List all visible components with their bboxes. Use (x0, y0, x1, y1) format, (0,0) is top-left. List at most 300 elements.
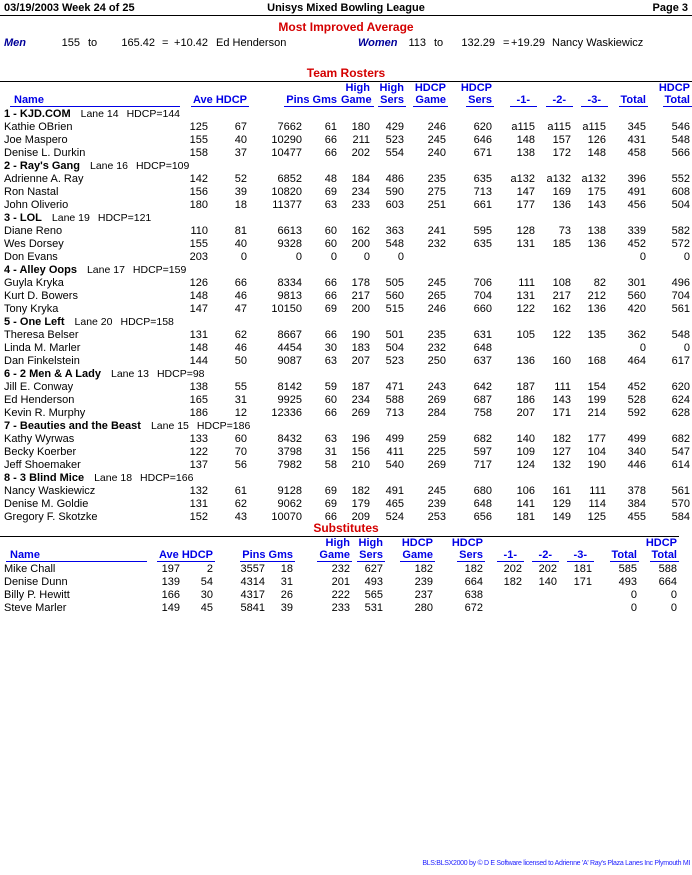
stat-cell: 40 (234, 238, 247, 250)
stat-cell: 523 (385, 355, 404, 367)
stat-cell: 211 (352, 134, 370, 146)
stat-cell: 144 (189, 355, 208, 367)
team-lane: Lane 19 (51, 212, 90, 224)
stat-cell: 66 (234, 277, 247, 289)
stat-cell: 225 (427, 446, 446, 458)
stat-cell: 2 (206, 563, 213, 575)
stat-cell: 269 (351, 407, 370, 419)
team-name: 1 - KJD.COM (4, 108, 71, 120)
stat-cell: 66 (324, 407, 337, 419)
team-lane: Lane 20 (74, 316, 113, 328)
stat-cell: 582 (671, 225, 690, 237)
player-row (0, 186, 692, 199)
player-row (0, 173, 692, 186)
column-header-row (0, 82, 692, 109)
stat-cell: 48 (324, 173, 337, 185)
stat-cell: 63 (324, 199, 337, 211)
stat-cell: 560 (385, 290, 404, 302)
stat-cell: 3557 (240, 563, 265, 575)
col-header-hdcp-sers: HDCP Sers (460, 82, 492, 106)
stat-cell: 186 (516, 394, 535, 406)
substitutes-table (0, 536, 679, 615)
stat-cell: 9328 (277, 238, 302, 250)
team-hdcp: HDCP=166 (140, 472, 194, 484)
stat-cell: 40 (234, 134, 247, 146)
stat-cell: 122 (516, 303, 535, 315)
stat-cell: 52 (234, 173, 247, 185)
stat-cell: 648 (473, 498, 492, 510)
team-section (0, 420, 692, 472)
stat-cell: 61 (324, 121, 337, 133)
team-hdcp: HDCP=158 (120, 316, 174, 328)
stat-cell: 250 (427, 355, 446, 367)
stat-cell: 138 (587, 225, 606, 237)
stat-cell: 180 (351, 121, 370, 133)
team-name: 5 - One Left (4, 316, 65, 328)
stat-cell: 61 (234, 485, 247, 497)
stat-cell: 592 (627, 407, 646, 419)
stat-cell: 455 (627, 511, 646, 523)
stat-cell: 234 (351, 394, 370, 406)
stat-cell: a115 (547, 121, 571, 133)
stat-cell: 212 (587, 290, 606, 302)
player-row (0, 147, 692, 160)
stat-cell: 491 (385, 485, 404, 497)
stat-cell: 275 (427, 186, 446, 198)
stat-cell: 155 (189, 238, 208, 250)
column-header-row (0, 537, 679, 564)
women-player: Nancy Waskiewicz (552, 37, 644, 49)
team-header-row (0, 420, 692, 433)
stat-cell: 182 (464, 563, 483, 575)
player-row (0, 303, 692, 316)
stat-cell: 110 (190, 225, 208, 237)
stat-cell: 0 (639, 342, 646, 354)
stat-cell: 704 (671, 290, 690, 302)
player-name: Steve Marler (4, 602, 67, 614)
stat-cell: 66 (324, 134, 337, 146)
stat-cell: 0 (630, 602, 637, 614)
stat-cell: 648 (473, 342, 492, 354)
stat-cell: 8432 (277, 433, 302, 445)
stat-cell: 758 (473, 407, 492, 419)
stat-cell: 139 (161, 576, 180, 588)
stat-cell: 547 (671, 446, 690, 458)
stat-cell: 171 (552, 407, 571, 419)
stat-cell: 158 (189, 147, 208, 159)
stat-cell: 148 (189, 342, 208, 354)
men-to-word: to (88, 37, 98, 49)
stat-cell: 661 (473, 199, 492, 211)
team-hdcp: HDCP=98 (156, 368, 205, 380)
stat-cell: 253 (427, 511, 446, 523)
team-rosters-title: Team Rosters (306, 66, 386, 80)
player-name: Jill E. Conway (4, 381, 74, 393)
col-header-high-game: High Game (319, 537, 350, 561)
stat-cell: 259 (427, 433, 446, 445)
team-lane: Lane 13 (110, 368, 149, 380)
col-header-game3: -3- (573, 82, 608, 109)
stat-cell: 180 (189, 199, 208, 211)
stat-cell: 108 (552, 277, 571, 289)
stat-cell: 66 (324, 511, 337, 523)
stat-cell: 136 (587, 303, 606, 315)
stat-cell: 9062 (277, 498, 302, 510)
stat-cell: 635 (473, 238, 492, 250)
stat-cell: 560 (627, 290, 646, 302)
stat-cell: 627 (364, 563, 383, 575)
stat-cell: 199 (587, 394, 606, 406)
stat-cell: 585 (618, 563, 637, 575)
stat-cell: 141 (516, 498, 535, 510)
stat-cell: 590 (385, 186, 404, 198)
stat-cell: 67 (234, 121, 247, 133)
team-header-row (0, 212, 692, 225)
stat-cell: 635 (473, 173, 492, 185)
stat-cell: 265 (427, 290, 446, 302)
stat-cell: 181 (573, 563, 592, 575)
col-header-game3: -3- (559, 537, 594, 564)
stat-cell: 200 (351, 238, 370, 250)
stat-cell: 202 (538, 563, 557, 575)
stat-cell: 47 (234, 303, 247, 315)
stat-cell: 548 (385, 238, 404, 250)
stat-cell: 31 (324, 446, 337, 458)
stat-cell: 202 (503, 563, 522, 575)
team-header-row (0, 264, 692, 277)
stat-cell: 179 (351, 498, 370, 510)
player-name: Wes Dorsey (4, 238, 64, 250)
player-name: Kurt D. Bowers (4, 290, 78, 302)
stat-cell: 217 (552, 290, 571, 302)
col-header-hdcp-total: HDCP Total (658, 82, 690, 106)
stat-cell: 122 (552, 329, 571, 341)
team-name: 8 - 3 Blind Mice (4, 472, 85, 484)
col-header-name: Name (0, 82, 180, 109)
stat-cell: 111 (589, 485, 606, 497)
player-name: Becky Koerber (4, 446, 77, 458)
stat-cell: 456 (627, 199, 646, 211)
stat-cell: 136 (587, 238, 606, 250)
stat-cell: 682 (671, 433, 690, 445)
team-section (0, 108, 692, 160)
stat-cell: 660 (473, 303, 492, 315)
stat-cell (573, 251, 608, 264)
team-header-row (0, 160, 692, 173)
player-name: Jeff Shoemaker (4, 459, 81, 471)
player-row (0, 277, 692, 290)
stat-cell: 166 (161, 589, 180, 601)
stat-cell: 0 (670, 589, 677, 601)
stat-cell: 60 (324, 225, 337, 237)
team-lane: Lane 17 (86, 264, 125, 276)
stat-cell: 620 (671, 381, 690, 393)
men-gain: +10.42 (174, 37, 208, 49)
team-section (0, 264, 692, 316)
stat-cell: 114 (588, 498, 606, 510)
stat-cell: 66 (324, 290, 337, 302)
stat-cell: 572 (671, 238, 690, 250)
stat-cell: 10070 (271, 511, 302, 523)
player-row (0, 329, 692, 342)
player-name: Dan Finkelstein (4, 355, 80, 367)
stat-cell: 554 (385, 147, 404, 159)
stat-cell: 6852 (277, 173, 302, 185)
stat-cell: 548 (671, 134, 690, 146)
stat-cell: 210 (351, 459, 370, 471)
player-row (0, 563, 679, 576)
stat-cell: 138 (189, 381, 208, 393)
stat-cell: 429 (385, 121, 404, 133)
stat-cell: 111 (518, 277, 535, 289)
women-to-word: to (434, 37, 444, 49)
stat-cell: 149 (161, 602, 180, 614)
stat-cell: 126 (189, 277, 208, 289)
stat-cell: 148 (587, 147, 606, 159)
team-header-row (0, 108, 692, 121)
stat-cell: 234 (351, 186, 370, 198)
stat-cell: 214 (587, 407, 606, 419)
stat-cell: 680 (473, 485, 492, 497)
stat-cell: 182 (552, 433, 571, 445)
stat-cell: 31 (234, 394, 247, 406)
stat-cell: 561 (671, 485, 690, 497)
stat-cell: 140 (538, 576, 557, 588)
stat-cell: 46 (234, 342, 247, 354)
col-header-name: Name (0, 537, 147, 564)
stat-cell: 458 (627, 147, 646, 159)
men-start-average: 155 (61, 37, 80, 49)
stat-cell: 111 (554, 381, 571, 393)
stat-cell: 26 (280, 589, 293, 601)
stat-cell: 493 (364, 576, 383, 588)
stat-cell: 713 (385, 407, 404, 419)
stat-cell: 4317 (240, 589, 265, 601)
men-equals: = (162, 37, 169, 49)
stat-cell (485, 602, 524, 615)
team-header-row (0, 368, 692, 381)
stat-cell: a115 (511, 121, 535, 133)
team-section (0, 472, 692, 524)
stat-cell: 10150 (271, 303, 302, 315)
stat-cell: 162 (552, 303, 571, 315)
most-improved-title: Most Improved Average (278, 20, 414, 34)
col-header-total: Total (611, 549, 637, 561)
stat-cell: 245 (427, 277, 446, 289)
player-row (0, 576, 679, 589)
stat-cell: 172 (552, 147, 571, 159)
stat-cell: 157 (552, 134, 571, 146)
player-row (0, 199, 692, 212)
stat-cell: 717 (473, 459, 492, 471)
page-number: Page 3 (652, 2, 688, 14)
stat-cell: 190 (351, 329, 370, 341)
team-name: 3 - LOL (4, 212, 42, 224)
stat-cell: 561 (671, 303, 690, 315)
col-header-hdcp-sers: HDCP Sers (451, 537, 483, 561)
stat-cell: 570 (671, 498, 690, 510)
stat-cell: 0 (295, 251, 302, 263)
stat-cell (573, 342, 608, 355)
stat-cell: 39 (234, 186, 247, 198)
stat-cell: 664 (464, 576, 483, 588)
stat-cell: 246 (427, 121, 446, 133)
stat-cell: 269 (427, 459, 446, 471)
stat-cell: 464 (627, 355, 646, 367)
stat-cell: 203 (189, 251, 208, 263)
stat-cell: 617 (671, 355, 690, 367)
stat-cell: 143 (587, 199, 606, 211)
stat-cell: 54 (200, 576, 213, 588)
stat-cell: 241 (427, 225, 446, 237)
stat-cell: 124 (516, 459, 535, 471)
stat-cell: 177 (516, 199, 535, 211)
stat-cell: 603 (385, 199, 404, 211)
stat-cell: 131 (516, 238, 535, 250)
stat-cell: 137 (189, 459, 208, 471)
stat-cell: 245 (427, 485, 446, 497)
player-row (0, 589, 679, 602)
stat-cell: 177 (587, 433, 606, 445)
stat-cell: 190 (587, 459, 606, 471)
stat-cell: 232 (427, 238, 446, 250)
player-name: Denise M. Goldie (4, 498, 89, 510)
stat-cell: 465 (385, 498, 404, 510)
stat-cell: 597 (473, 446, 492, 458)
stat-cell: 280 (414, 602, 433, 614)
stat-cell: 161 (552, 485, 571, 497)
stat-cell (485, 589, 524, 602)
stat-cell: 656 (473, 511, 492, 523)
stat-cell: 546 (671, 121, 690, 133)
stat-cell: 0 (683, 342, 690, 354)
stat-cell: 165 (189, 394, 208, 406)
stat-cell: 528 (627, 394, 646, 406)
stat-cell: 136 (516, 355, 535, 367)
stat-cell: 132 (552, 459, 571, 471)
stat-cell: 452 (627, 381, 646, 393)
team-section (0, 368, 692, 420)
player-row (0, 485, 692, 498)
stat-cell: 31 (280, 576, 293, 588)
player-row (0, 290, 692, 303)
stat-cell: 620 (473, 121, 492, 133)
stat-cell: 501 (385, 329, 404, 341)
stat-cell: 60 (324, 394, 337, 406)
stat-cell: 69 (324, 186, 337, 198)
stat-cell: 147 (516, 186, 535, 198)
stat-cell: 82 (593, 277, 606, 289)
stat-cell: 69 (324, 303, 337, 315)
col-header-hdcp-game: HDCP Game (401, 537, 433, 561)
stat-cell: 131 (189, 498, 208, 510)
team-name: 2 - Ray's Gang (4, 160, 80, 172)
stat-cell: 182 (503, 576, 522, 588)
stat-cell: 37 (234, 147, 247, 159)
stat-cell: 30 (324, 342, 337, 354)
player-name: Theresa Belser (4, 329, 79, 341)
stat-cell: 105 (516, 329, 535, 341)
stat-cell: 63 (324, 355, 337, 367)
stat-cell: 363 (385, 225, 404, 237)
player-name: Ed Henderson (4, 394, 75, 406)
team-section (0, 160, 692, 212)
stat-cell: 624 (671, 394, 690, 406)
stat-cell: 595 (473, 225, 492, 237)
stat-cell: 0 (240, 251, 247, 263)
stat-cell: 9087 (277, 355, 302, 367)
league-title: Unisys Mixed Bowling League (267, 2, 425, 14)
col-header-ave-hdcp: Ave HDCP (159, 549, 213, 561)
col-header-hdcp-total: HDCP Total (645, 537, 677, 561)
men-label: Men (4, 37, 26, 49)
stat-cell: 45 (200, 602, 213, 614)
stat-cell: 171 (573, 576, 592, 588)
stat-cell: 12336 (271, 407, 302, 419)
stat-cell: 209 (351, 511, 370, 523)
stat-cell: 431 (627, 134, 646, 146)
stat-cell: 704 (473, 290, 492, 302)
men-player: Ed Henderson (216, 37, 287, 49)
col-header-high-sers: High Sers (358, 537, 383, 561)
stat-cell: 566 (671, 147, 690, 159)
stat-cell: 524 (385, 511, 404, 523)
team-name: 4 - Alley Oops (4, 264, 77, 276)
player-row (0, 407, 692, 420)
stat-cell: 197 (161, 563, 180, 575)
col-header-hdcp-game: HDCP Game (414, 82, 446, 106)
men-end-average: 165.42 (121, 37, 155, 49)
player-row (0, 498, 692, 511)
stat-cell: 147 (189, 303, 208, 315)
stat-cell: 0 (397, 251, 404, 263)
player-name: Ron Nastal (4, 186, 59, 198)
women-gain: +19.29 (511, 37, 545, 49)
stat-cell (448, 251, 494, 264)
stat-cell: 129 (552, 498, 571, 510)
stat-cell: 246 (427, 303, 446, 315)
stat-cell: 69 (324, 485, 337, 497)
stat-cell: 155 (189, 134, 208, 146)
team-section (0, 316, 692, 368)
stat-cell: 504 (385, 342, 404, 354)
stat-cell: 125 (587, 511, 606, 523)
stat-cell: 9813 (277, 290, 302, 302)
stat-cell: 664 (658, 576, 677, 588)
stat-cell: 237 (414, 589, 433, 601)
player-row (0, 238, 692, 251)
stat-cell: 301 (627, 277, 646, 289)
stat-cell: 233 (331, 602, 350, 614)
player-name: Tony Kryka (4, 303, 59, 315)
stat-cell: 62 (234, 498, 247, 510)
stat-cell: 106 (516, 485, 535, 497)
team-lane: Lane 15 (150, 420, 189, 432)
stat-cell: 269 (427, 394, 446, 406)
stat-cell: 162 (351, 225, 370, 237)
player-name: Gregory F. Skotzke (4, 511, 98, 523)
stat-cell: 588 (385, 394, 404, 406)
stat-cell: 46 (234, 290, 247, 302)
stat-cell: 3798 (277, 446, 302, 458)
stat-cell: 8334 (277, 277, 302, 289)
stat-cell: 30 (200, 589, 213, 601)
stat-cell: 201 (331, 576, 350, 588)
stat-cell: 446 (627, 459, 646, 471)
stat-cell: 202 (351, 147, 370, 159)
stat-cell: 638 (464, 589, 483, 601)
stat-cell: 184 (351, 173, 370, 185)
